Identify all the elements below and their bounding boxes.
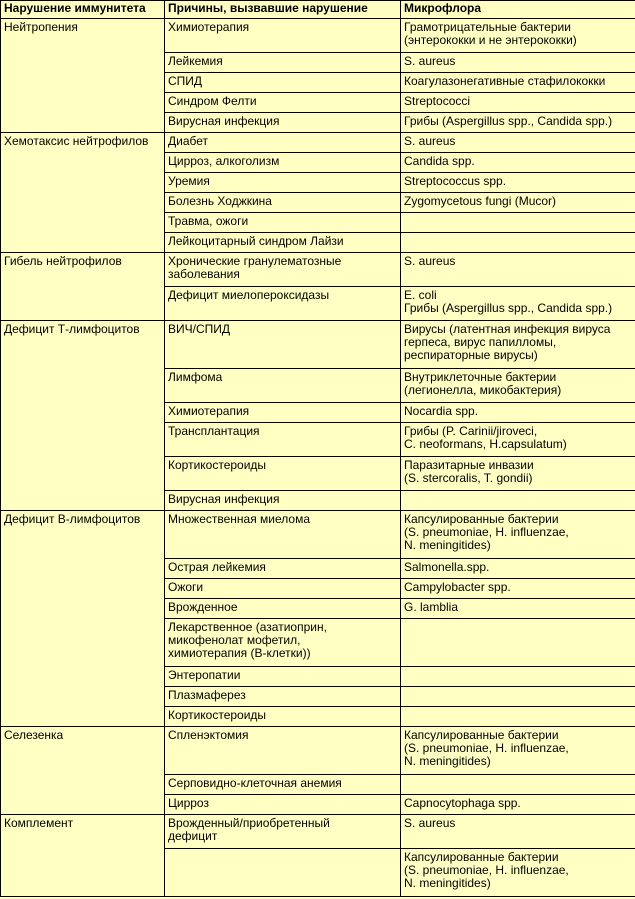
microflora-cell: Капсулированные бактерии (S. pneumoniae, H. influenzae, N. meningitides)	[401, 511, 635, 559]
microflora-cell: Капсулированные бактерии (S. pneumoniae, H. influenzae, N. meningitides)	[401, 849, 635, 897]
group-name-cell: Комплемент	[1, 815, 165, 897]
cause-cell: Химиотерапия	[165, 403, 401, 423]
cause-cell: Острая лейкемия	[165, 559, 401, 579]
microflora-cell	[401, 491, 635, 511]
microflora-cell: E. coli Грибы (Aspergillus spp., Candida spp.)	[401, 287, 635, 321]
cause-cell: Энтеропатии	[165, 667, 401, 687]
cause-cell: Трансплантация	[165, 423, 401, 457]
group-name-cell: Селезенка	[1, 727, 165, 815]
cause-cell: Кортикостероиды	[165, 457, 401, 491]
microflora-cell: Внутриклеточные бактерии (легионелла, микобактерия)	[401, 369, 635, 403]
header-causes: Причины, вызвавшие нарушение	[165, 1, 401, 19]
microflora-cell	[401, 707, 635, 727]
cause-cell: Ожоги	[165, 579, 401, 599]
cause-cell: Множественная миелома	[165, 511, 401, 559]
cause-cell: Уремия	[165, 173, 401, 193]
microflora-cell: Вирусы (латентная инфекция вируса герпеса, вирус папилломы, респираторные вирусы)	[401, 321, 635, 369]
microflora-cell: Грамотрицательные бактерии (энтерококки и не энтерококки)	[401, 19, 635, 53]
cause-cell: Травма, ожоги	[165, 213, 401, 233]
header-disorder: Нарушение иммунитета	[1, 1, 165, 19]
cause-cell: Лимфома	[165, 369, 401, 403]
microflora-cell: Капсулированные бактерии (S. pneumoniae, H. influenzae, N. meningitides)	[401, 727, 635, 775]
cause-cell: Лейкемия	[165, 53, 401, 73]
microflora-cell: Паразитарные инвазии (S. stercoralis, T. gondii)	[401, 457, 635, 491]
cause-cell: Вирусная инфекция	[165, 491, 401, 511]
microflora-cell: Campylobacter spp.	[401, 579, 635, 599]
table-row	[1, 19, 635, 53]
group-name-cell: Гибель нейтрофилов	[1, 253, 165, 321]
cause-cell: Спленэктомия	[165, 727, 401, 775]
table-row	[1, 815, 635, 849]
microflora-cell	[401, 619, 635, 667]
group-name-cell: Дефицит Т-лимфоцитов	[1, 321, 165, 511]
cause-cell: Диабет	[165, 133, 401, 153]
microflora-cell: Candida spp.	[401, 153, 635, 173]
microflora-cell: Zygomycetous fungi (Mucor)	[401, 193, 635, 213]
microflora-cell: G. lamblia	[401, 599, 635, 619]
cause-cell: Врожденный/приобретенный дефицит	[165, 815, 401, 849]
microflora-cell	[401, 233, 635, 253]
microflora-cell: S. aureus	[401, 53, 635, 73]
cause-cell: СПИД	[165, 73, 401, 93]
microflora-cell: Capnocytophaga spp.	[401, 795, 635, 815]
cause-cell: Вирусная инфекция	[165, 113, 401, 133]
microflora-cell: Грибы (Aspergillus spp., Candida spp.)	[401, 113, 635, 133]
cause-cell	[165, 849, 401, 897]
cause-cell: Серповидно-клеточная анемия	[165, 775, 401, 795]
cause-cell: Химиотерапия	[165, 19, 401, 53]
cause-cell: Хронические гранулематозные заболевания	[165, 253, 401, 287]
microflora-cell	[401, 667, 635, 687]
cause-cell: Врожденное	[165, 599, 401, 619]
cause-cell: Цирроз	[165, 795, 401, 815]
microflora-cell	[401, 213, 635, 233]
header-row	[1, 1, 635, 19]
microflora-cell: Коагулазонегативные стафилококки	[401, 73, 635, 93]
microflora-cell: Nocardia spp.	[401, 403, 635, 423]
table-row	[1, 511, 635, 559]
cause-cell: Лейкоцитарный синдром Лайзи	[165, 233, 401, 253]
microflora-cell: S. aureus	[401, 133, 635, 153]
microflora-cell: S. aureus	[401, 253, 635, 287]
group-name-cell: Нейтропения	[1, 19, 165, 133]
microflora-cell: Salmonella.spp.	[401, 559, 635, 579]
table-row	[1, 253, 635, 287]
microflora-cell	[401, 775, 635, 795]
cause-cell: Цирроз, алкоголизм	[165, 153, 401, 173]
cause-cell: Лекарственное (азатиоприн, микофенолат мофетил, химиотерапия (В-клетки))	[165, 619, 401, 667]
microflora-cell: Грибы (P. Carinii/jiroveci, C. neoformans, H.capsulatum)	[401, 423, 635, 457]
header-microflora: Микрофлора	[401, 1, 635, 19]
cause-cell: Дефицит миелопероксидазы	[165, 287, 401, 321]
cause-cell: Синдром Фелти	[165, 93, 401, 113]
microflora-cell: Streptococci	[401, 93, 635, 113]
group-name-cell: Дефицит В-лимфоцитов	[1, 511, 165, 727]
cause-cell: ВИЧ/СПИД	[165, 321, 401, 369]
cause-cell: Кортикостероиды	[165, 707, 401, 727]
microflora-cell	[401, 687, 635, 707]
table-row	[1, 321, 635, 369]
microflora-cell: S. aureus	[401, 815, 635, 849]
table-row	[1, 133, 635, 153]
group-name-cell: Хемотаксис нейтрофилов	[1, 133, 165, 253]
cause-cell: Болезнь Ходжкина	[165, 193, 401, 213]
cause-cell: Плазмаферез	[165, 687, 401, 707]
microflora-cell: Streptococcus spp.	[401, 173, 635, 193]
table-row	[1, 727, 635, 775]
